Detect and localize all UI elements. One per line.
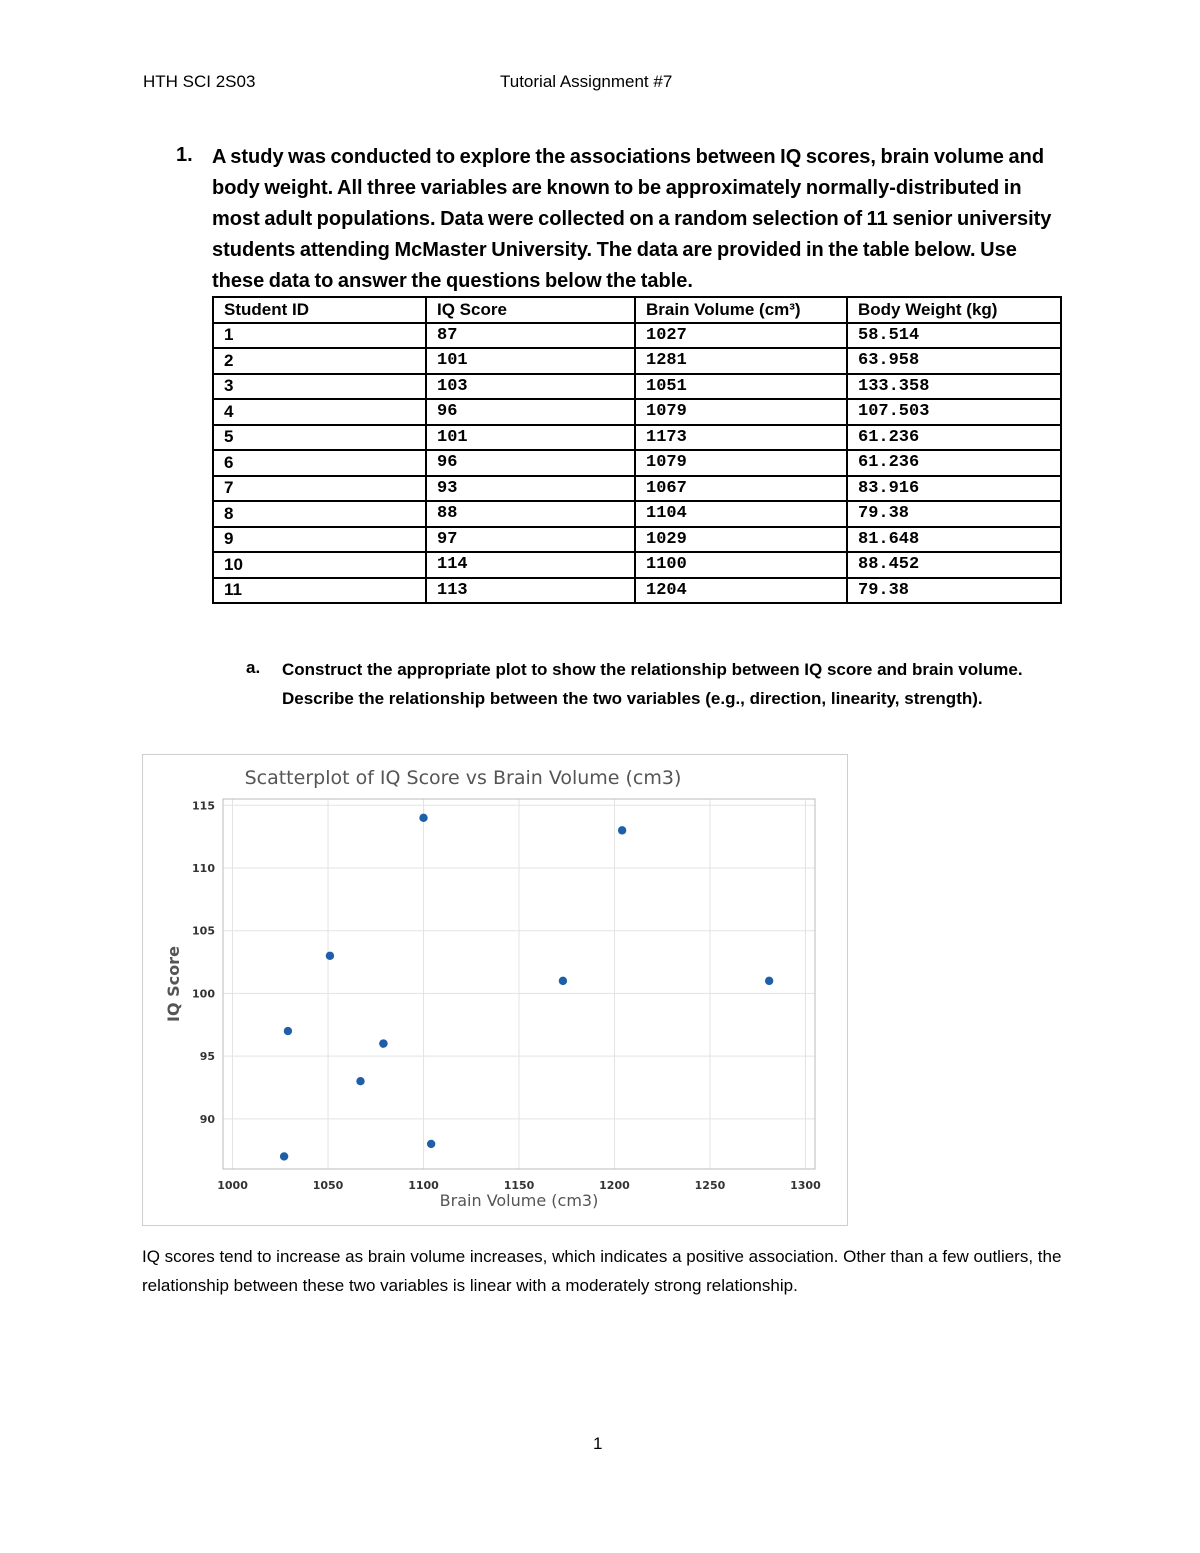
table-cell: 81.648: [847, 527, 1061, 553]
table-cell: 1: [213, 323, 426, 349]
assignment-title: Tutorial Assignment #7: [500, 72, 673, 91]
table-cell: 1100: [635, 552, 847, 578]
table-cell: 1027: [635, 323, 847, 349]
table-cell: 114: [426, 552, 635, 578]
table-cell: 83.916: [847, 476, 1061, 502]
data-point: [284, 1027, 292, 1035]
table-cell: 113: [426, 578, 635, 604]
table-cell: 87: [426, 323, 635, 349]
table-cell: 4: [213, 399, 426, 425]
table-row: [213, 578, 1061, 604]
data-point: [280, 1152, 288, 1160]
column-header: Student ID: [213, 297, 426, 323]
table-cell: 1204: [635, 578, 847, 604]
course-code: HTH SCI 2S03: [143, 72, 256, 91]
table-cell: 88.452: [847, 552, 1061, 578]
data-point: [419, 814, 427, 822]
table-cell: 1067: [635, 476, 847, 502]
x-tick-label: 1250: [694, 1179, 726, 1192]
table-cell: 96: [426, 450, 635, 476]
x-tick-label: 1200: [599, 1179, 630, 1192]
table-cell: 2: [213, 348, 426, 374]
data-point: [379, 1039, 387, 1047]
scatterplot-chart: [142, 754, 848, 1226]
table-cell: 1051: [635, 374, 847, 400]
chart-title: Scatterplot of IQ Score vs Brain Volume (cm3): [244, 767, 682, 789]
x-tick-label: 1100: [408, 1179, 439, 1192]
table-cell: 96: [426, 399, 635, 425]
column-header: Body Weight (kg): [847, 297, 1061, 323]
table-cell: 79.38: [847, 501, 1061, 527]
table-row: [213, 552, 1061, 578]
table-cell: 103: [426, 374, 635, 400]
subquestion-text: Construct the appropriate plot to show the relationship between IQ score and brain volume. Describe the relationship between the two variables (e.g., direction, linearity, strength).: [282, 660, 1023, 708]
table-cell: 133.358: [847, 374, 1061, 400]
table-cell: 6: [213, 450, 426, 476]
table-row: [213, 450, 1061, 476]
table-cell: 10: [213, 552, 426, 578]
table-cell: 61.236: [847, 450, 1061, 476]
table-row: [213, 527, 1061, 553]
x-tick-label: 1000: [217, 1179, 248, 1192]
table-cell: 88: [426, 501, 635, 527]
table-cell: 1104: [635, 501, 847, 527]
table-row: [213, 476, 1061, 502]
question-number: 1.: [176, 144, 193, 166]
x-tick-label: 1300: [790, 1179, 821, 1192]
table-cell: 3: [213, 374, 426, 400]
data-table: [212, 296, 1062, 604]
page-number: 1: [593, 1434, 603, 1453]
question-text: A study was conducted to explore the associations between IQ scores, brain volume and body weight. All three variables are known to be approximately normally-distributed in most adult populations. Data were collected on a random selection of 11 senior university students attending McMaster University. The data are provided in the table below. Use these data to answer the questions below the table.: [212, 146, 1052, 292]
table-cell: 97: [426, 527, 635, 553]
table-cell: 1173: [635, 425, 847, 451]
table-cell: 11: [213, 578, 426, 604]
table-row: [213, 348, 1061, 374]
table-cell: 63.958: [847, 348, 1061, 374]
table-row: [213, 323, 1061, 349]
data-point: [326, 952, 334, 960]
table-cell: 93: [426, 476, 635, 502]
y-tick-label: 105: [192, 924, 215, 938]
table-row: [213, 501, 1061, 527]
table-header-row: [213, 297, 1061, 323]
x-axis-label: Brain Volume (cm3): [439, 1191, 599, 1210]
table-row: [213, 425, 1061, 451]
y-tick-label: 95: [199, 1050, 215, 1064]
scatterplot-svg: [143, 755, 847, 1225]
x-tick-label: 1050: [312, 1179, 344, 1192]
table-cell: 1079: [635, 450, 847, 476]
table-cell: 101: [426, 348, 635, 374]
answer-text: IQ scores tend to increase as brain volume increases, which indicates a positive association. Other than a few outliers, the relationship between these two variables is linear with a moderately strong relationship.: [142, 1247, 1062, 1295]
y-tick-label: 115: [192, 799, 215, 813]
grid-layer: [223, 799, 815, 1169]
table-cell: 101: [426, 425, 635, 451]
table-cell: 7: [213, 476, 426, 502]
table-cell: 5: [213, 425, 426, 451]
data-point: [356, 1077, 364, 1085]
data-point: [765, 977, 773, 985]
x-tick-label: 1150: [503, 1179, 535, 1192]
table-cell: 9: [213, 527, 426, 553]
table-cell: 8: [213, 501, 426, 527]
table-cell: 107.503: [847, 399, 1061, 425]
table-row: [213, 399, 1061, 425]
subquestion-label: a.: [246, 658, 261, 677]
table-cell: 58.514: [847, 323, 1061, 349]
y-tick-label: 90: [199, 1112, 215, 1126]
table-cell: 79.38: [847, 578, 1061, 604]
table-row: [213, 374, 1061, 400]
column-header: Brain Volume (cm³): [635, 297, 847, 323]
table-cell: 1281: [635, 348, 847, 374]
table-cell: 61.236: [847, 425, 1061, 451]
column-header: IQ Score: [426, 297, 635, 323]
table-cell: 1079: [635, 399, 847, 425]
y-tick-label: 110: [192, 861, 215, 875]
data-point: [559, 977, 567, 985]
y-axis-label: IQ Score: [164, 946, 183, 1022]
y-tick-label: 100: [192, 987, 215, 1001]
data-point: [618, 826, 626, 834]
point-layer: [280, 814, 773, 1161]
table-cell: 1029: [635, 527, 847, 553]
data-point: [427, 1140, 435, 1148]
tick-layer: [192, 799, 821, 1192]
